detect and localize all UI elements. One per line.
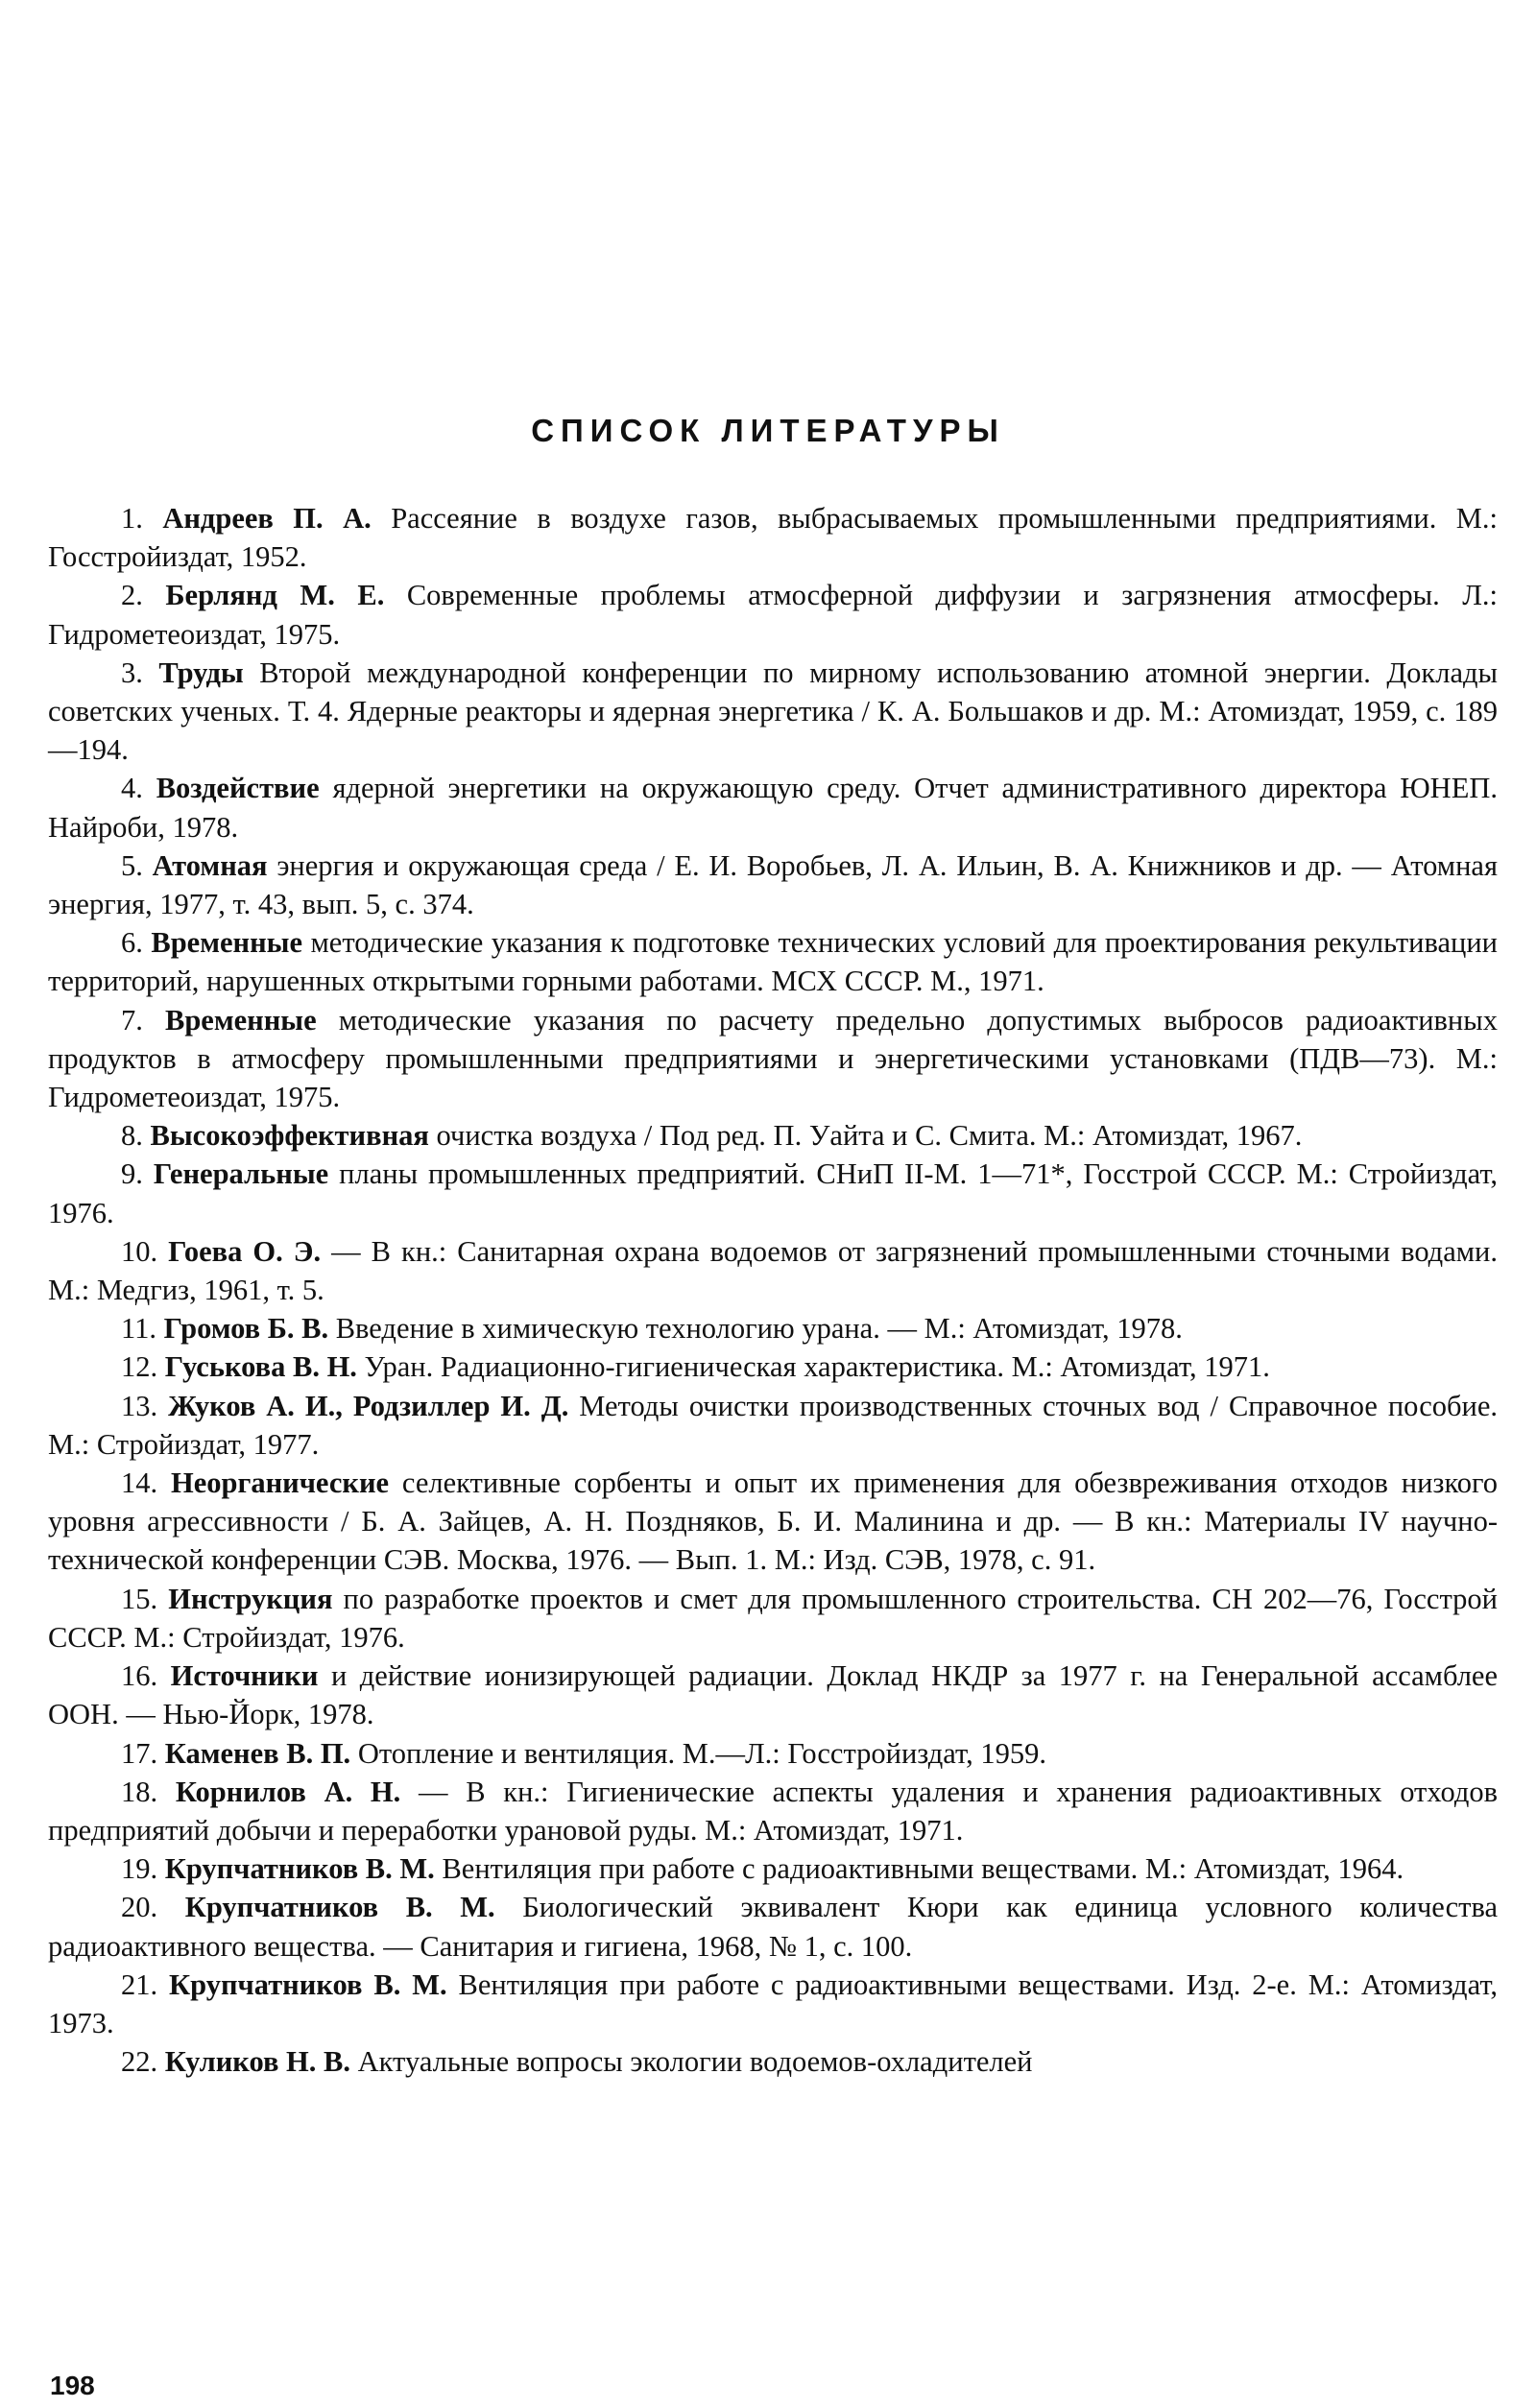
reference-number: 6. [121, 926, 143, 960]
reference-item [48, 1464, 1498, 1580]
reference-author: Крупчатников В. М. [164, 1852, 435, 1886]
reference-number: 19. [121, 1852, 158, 1886]
reference-item [48, 1888, 1498, 1965]
reference-text: по разработке проектов и смет для промышленного строительства. СН 202—76, Госстрой СССР. М.: Стройиздат, 1976. [48, 1582, 1498, 1654]
reference-number: 5. [121, 848, 143, 882]
reference-text: Современные проблемы атмосферной диффузии и загрязнения атмосферы. Л.: Гидрометеоиздат, 1975. [48, 579, 1499, 651]
reference-item [48, 576, 1498, 653]
page-title: СПИСОК ЛИТЕРАТУРЫ [531, 413, 1005, 448]
reference-text: энергия и окружающая среда / Е. И. Воробьев, Л. А. Ильин, В. А. Книжников и др. — Атомная энергия, 1977, т. 43, вып. 5, с. 374. [48, 848, 1498, 921]
reference-item [48, 1657, 1498, 1733]
reference-text: Введение в химическую технологию урана. — М.: Атомиздат, 1978. [328, 1312, 1183, 1346]
reference-author: Берлянд М. Е. [165, 579, 385, 612]
reference-text: Второй международной конференции по мирному использованию атомной энергии. Доклады советских ученых. Т. 4. Ядерные реакторы и ядерная энергетика / К. А. Большаков и др. М.: Атомиздат, 1959, с. 189—194. [48, 656, 1498, 767]
reference-number: 12. [121, 1350, 158, 1384]
reference-text: Актуальные вопросы экологии водоемов-охладителей [349, 2045, 1033, 2079]
reference-number: 7. [121, 1003, 143, 1037]
reference-number: 11. [121, 1312, 156, 1346]
reference-author: Гуськова В. Н. [164, 1350, 357, 1384]
reference-text: очистка воздуха / Под ред. П. Уайта и С. Смита. М.: Атомиздат, 1967. [428, 1119, 1303, 1153]
reference-text: — В кн.: Санитарная охрана водоемов от загрязнений промышленными сточными водами. М.: Медгиз, 1961, т. 5. [48, 1234, 1498, 1307]
reference-item [48, 1580, 1498, 1657]
reference-author: Неорганические [171, 1466, 390, 1500]
reference-number: 3. [121, 656, 143, 689]
reference-list [48, 499, 1498, 2081]
reference-author: Андреев П. А. [162, 502, 372, 535]
reference-text: методические указания по расчету предельно допустимых выбросов радиоактивных продуктов в атмосферу промышленными предприятиями и энергетическими установками (ПДВ—73). М.: Гидрометеоиздат, 1975. [48, 1003, 1499, 1114]
reference-author: Крупчатников В. М. [169, 1967, 447, 2001]
reference-text: методические указания к подготовке технических условий для проектирования рекультивации территорий, нарушенных открытыми горными работами. МСХ СССР. М., 1971. [48, 926, 1499, 998]
reference-item [48, 1155, 1498, 1231]
reference-number: 4. [121, 772, 143, 805]
reference-number: 17. [121, 1736, 158, 1770]
reference-text: Уран. Радиационно-гигиеническая характеристика. М.: Атомиздат, 1971. [356, 1350, 1270, 1384]
reference-number: 16. [121, 1659, 158, 1693]
reference-number: 18. [121, 1775, 158, 1808]
reference-number: 22. [121, 2045, 158, 2079]
reference-text: и действие ионизирующей радиации. Доклад НКДР за 1977 г. на Генеральной ассамблее ООН. — Нью-Йорк, 1978. [48, 1659, 1498, 1731]
reference-author: Труды [158, 656, 244, 689]
reference-author: Воздействие [156, 772, 320, 805]
page-number: 198 [50, 2371, 95, 2400]
reference-number: 8. [121, 1119, 143, 1153]
reference-number: 15. [121, 1582, 158, 1615]
reference-text: Методы очистки производственных сточных вод / Справочное пособие. М.: Стройиздат, 1977. [48, 1389, 1498, 1461]
reference-item [48, 499, 1498, 576]
reference-author: Высокоэффективная [150, 1119, 429, 1153]
reference-item [48, 2042, 1498, 2081]
reference-number: 1. [121, 502, 143, 535]
reference-author: Инструкция [168, 1582, 333, 1615]
reference-number: 10. [121, 1234, 158, 1268]
reference-text: Рассеяние в воздухе газов, выбрасываемых промышленными предприятиями. М.: Госстройиздат, 1952. [48, 502, 1499, 574]
reference-author: Атомная [152, 848, 268, 882]
reference-text: планы промышленных предприятий. СНиП II-М. 1—71*, Госстрой СССР. М.: Стройиздат, 1976. [48, 1157, 1498, 1229]
reference-item [48, 1116, 1498, 1155]
reference-item [48, 769, 1498, 846]
reference-text: селективные сорбенты и опыт их применения для обезвреживания отходов низкого уровня агрессивности / Б. А. Зайцев, А. Н. Поздняков, Б. И. Малинина и др. — В кн.: Материалы IV научно-технической конференции СЭВ. Москва, 1976. — Вып. 1. М.: Изд. СЭВ, 1978, с. 91. [48, 1466, 1498, 1577]
reference-author: Временные [165, 1003, 317, 1037]
reference-item [48, 846, 1498, 923]
reference-author: Корнилов А. Н. [175, 1775, 401, 1808]
reference-item [48, 1387, 1498, 1464]
reference-item [48, 923, 1498, 1000]
reference-text: Вентиляция при работе с радиоактивными веществами. Изд. 2-е. М.: Атомиздат, 1973. [48, 1967, 1498, 2039]
reference-text: ядерной энергетики на окружающую среду. Отчет административного директора ЮНЕП. Найроби, 1978. [48, 772, 1498, 844]
reference-item [48, 1773, 1498, 1849]
reference-author: Генеральные [153, 1157, 329, 1191]
reference-author: Каменев В. П. [164, 1736, 351, 1770]
reference-number: 9. [121, 1157, 143, 1191]
reference-item [48, 1001, 1498, 1117]
reference-author: Громов Б. В. [163, 1312, 329, 1346]
reference-author: Жуков А. И., Родзиллер И. Д. [168, 1389, 569, 1422]
reference-item [48, 1347, 1498, 1386]
reference-item [48, 654, 1498, 770]
reference-author: Крупчатников В. М. [184, 1891, 495, 1924]
reference-item [48, 1232, 1498, 1309]
reference-author: Гоева О. Э. [168, 1234, 322, 1268]
reference-author: Куликов Н. В. [164, 2045, 350, 2079]
reference-item [48, 1734, 1498, 1773]
reference-text: Биологический эквивалент Кюри как единица условного количества радиоактивного вещества. — Санитария и гигиена, 1968, № 1, с. 100. [48, 1891, 1498, 1963]
reference-item [48, 1849, 1498, 1888]
reference-author: Временные [151, 926, 303, 960]
reference-text: Отопление и вентиляция. М.—Л.: Госстройиздат, 1959. [350, 1736, 1046, 1770]
reference-item [48, 1966, 1498, 2042]
reference-number: 21. [121, 1967, 158, 2001]
reference-number: 13. [121, 1389, 158, 1422]
reference-item [48, 1309, 1498, 1347]
reference-number: 20. [121, 1891, 158, 1924]
reference-author: Источники [170, 1659, 319, 1693]
reference-text: Вентиляция при работе с радиоактивными веществами. М.: Атомиздат, 1964. [434, 1852, 1404, 1886]
reference-number: 14. [121, 1466, 158, 1500]
reference-number: 2. [121, 579, 143, 612]
reference-text: — В кн.: Гигиенические аспекты удаления и хранения радиоактивных отходов предприятий добычи и переработки урановой руды. М.: Атомиздат, 1971. [48, 1775, 1499, 1847]
